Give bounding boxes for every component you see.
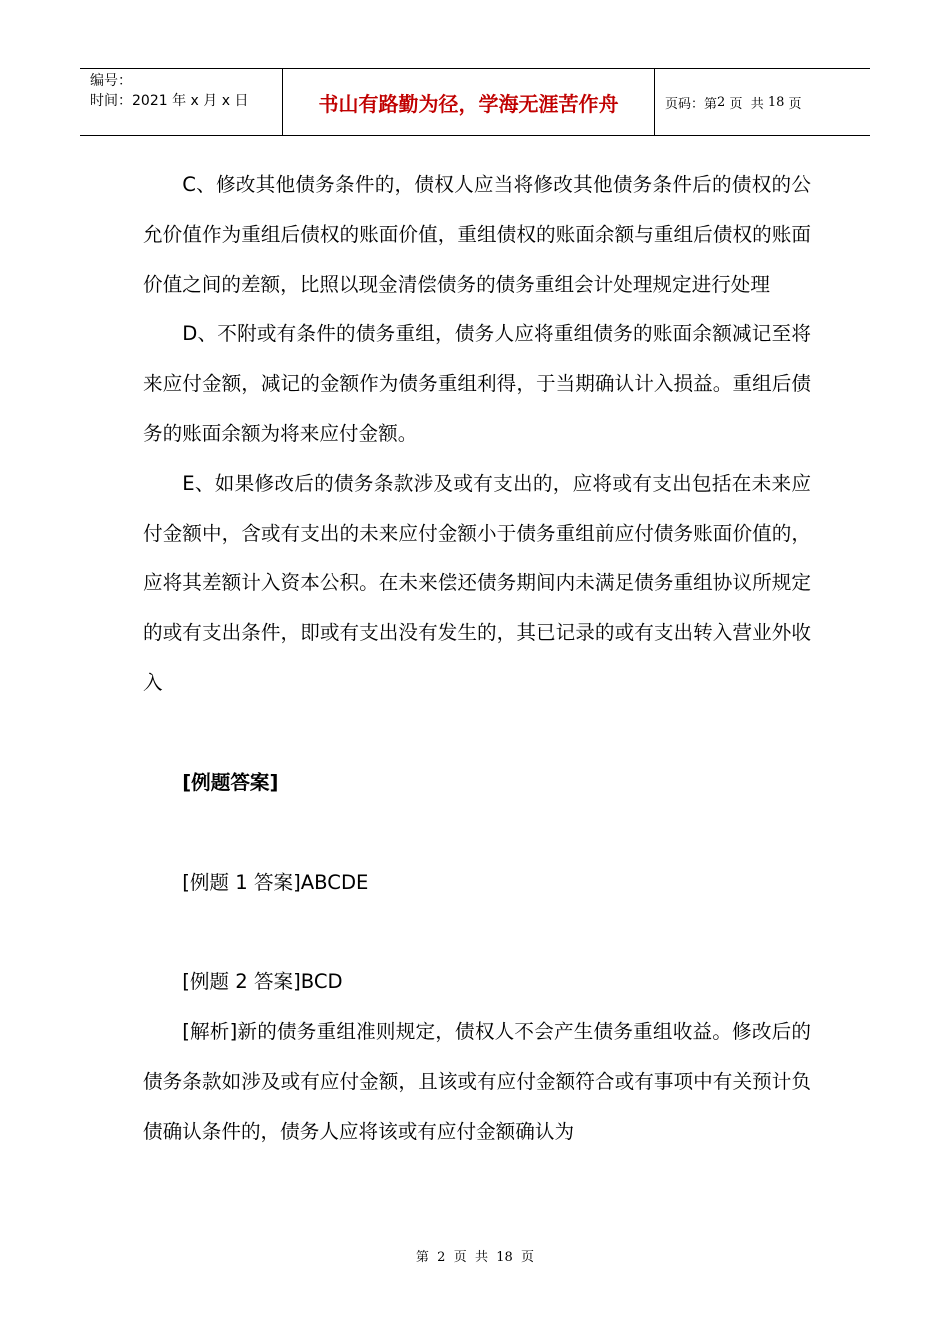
header-page-info bbox=[655, 69, 870, 135]
spacer bbox=[143, 708, 811, 758]
option-d-paragraph: D、不附或有条件的债务重组，债务人应将重组债务的账面余额减记至将来应付金额，减记的金额作为债务重组利得，于当期确认计入损益。重组后债务的账面余额为将来应付金额。 bbox=[143, 322, 811, 445]
document-date: 时间：2021 年 x 月 x 日 bbox=[90, 93, 249, 109]
document-number-label: 编号： bbox=[90, 73, 132, 89]
page-footer: 第 2 页 共 18 页 bbox=[415, 1250, 535, 1265]
header-motto: 书山有路勤为径，学海无涯苦作舟 bbox=[282, 69, 655, 135]
analysis-paragraph: [解析]新的债务重组准则规定，债权人不会产生债务重组收益。修改后的债务条款如涉及或有应付金额，且该或有应付金额符合或有事项中有关预计负债确认条件的，债务人应将该或有应付金额确认为 bbox=[143, 1020, 811, 1143]
document-body bbox=[143, 160, 811, 1157]
spacer bbox=[143, 808, 811, 858]
page-info-prefix: 页码：第 bbox=[665, 96, 718, 112]
answer-2: [例题 2 答案]BCD bbox=[182, 970, 343, 994]
header-meta bbox=[80, 69, 282, 135]
page-header bbox=[80, 68, 870, 136]
spacer bbox=[143, 907, 811, 957]
page-total: 18 bbox=[767, 94, 785, 110]
page-info-suffix: 页 bbox=[788, 96, 802, 112]
answer-1: [例题 1 答案]ABCDE bbox=[182, 870, 369, 894]
answers-heading: [例题答案] bbox=[182, 770, 279, 794]
option-e-paragraph: E、如果修改后的债务条款涉及或有支出的，应将或有支出包括在未来应付金额中，含或有支出的未来应付金额小于债务重组前应付债务账面价值的，应将其差额计入资本公积。在未来偿还债务期间内未满足债务重组协议所规定的或有支出条件，即或有支出没有发生的，其已记录的或有支出转入营业外收入 bbox=[143, 471, 811, 694]
page-current: 2 bbox=[717, 94, 726, 110]
page-info-mid: 页 共 bbox=[729, 96, 764, 112]
option-c-paragraph: C、修改其他债务条件的，债权人应当将修改其他债务条件后的债权的公允价值作为重组后债权的账面价值，重组债权的账面余额与重组后债权的账面价值之间的差额，比照以现金清偿债务的债务重组会计处理规定进行处理 bbox=[143, 173, 811, 296]
